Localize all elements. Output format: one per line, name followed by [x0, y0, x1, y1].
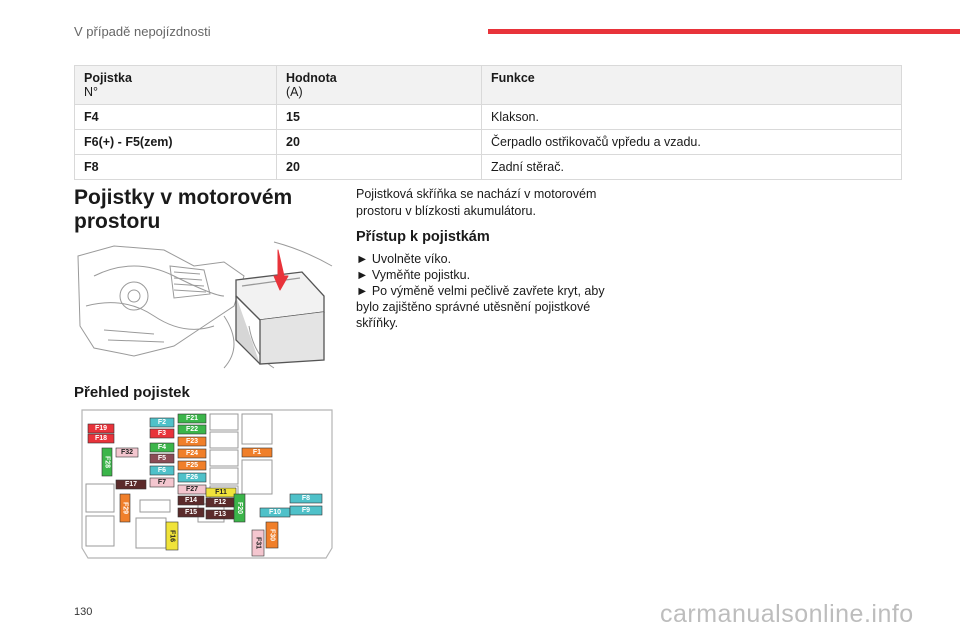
- fuse-f5: [150, 454, 174, 463]
- fuse-f18: [88, 434, 114, 443]
- access-steps: [356, 251, 616, 331]
- step-item: ► Uvolněte víko.: [356, 252, 452, 266]
- fuse-f24: [178, 449, 206, 458]
- fuse-table: [74, 65, 902, 180]
- svg-text:F31: F31: [254, 536, 262, 550]
- svg-text:F6: F6: [157, 467, 167, 474]
- location-text: Pojistková skříňka se nachází v motorovém prostoru v blízkosti akumulátoru.: [356, 187, 597, 218]
- fuse-f2: [150, 418, 174, 427]
- svg-text:F22: F22: [185, 426, 199, 433]
- fuse-number-cell: F6(+) - F5(zem): [75, 130, 277, 155]
- fuse-f9: [290, 506, 322, 515]
- fuse-f12: [206, 498, 234, 507]
- fuse-f13: [206, 510, 234, 519]
- section-title: Pojistky v motorovém prostoru: [74, 186, 293, 233]
- svg-text:F25: F25: [185, 462, 199, 469]
- fuse-f20: [234, 494, 245, 522]
- fuse-number-cell: F4: [75, 105, 277, 130]
- fuse-f32: [116, 448, 138, 457]
- svg-text:F15: F15: [184, 509, 198, 516]
- fuse-f30: [266, 522, 278, 548]
- fuse-f1: [242, 448, 272, 457]
- fuse-table-header-row: [75, 66, 902, 105]
- column-header-value: Hodnota (A): [277, 66, 482, 105]
- fuse-value-cell: 15: [277, 105, 482, 130]
- fuse-f14: [178, 496, 204, 505]
- svg-text:F2: F2: [157, 419, 167, 426]
- svg-text:F16: F16: [168, 529, 176, 543]
- fuse-f15: [178, 508, 204, 517]
- fuse-f11: [206, 488, 236, 497]
- svg-text:F1: F1: [252, 449, 262, 456]
- svg-text:F23: F23: [185, 438, 199, 445]
- svg-text:F4: F4: [157, 444, 167, 451]
- fuse-f29: [120, 494, 130, 522]
- fuse-value-cell: 20: [277, 130, 482, 155]
- step-item: ► Vyměňte pojistku.: [356, 268, 471, 282]
- svg-text:F10: F10: [268, 509, 282, 516]
- step-item: ► Po výměně velmi pečlivě zavřete kryt, aby bylo zajištěno správné utěsnění pojistkové skříňky.: [356, 284, 605, 330]
- svg-text:F30: F30: [268, 528, 276, 542]
- fuse-f6: [150, 466, 174, 475]
- svg-text:F26: F26: [185, 474, 199, 481]
- svg-text:F29: F29: [121, 501, 129, 515]
- svg-text:F17: F17: [124, 481, 138, 488]
- svg-text:F9: F9: [301, 507, 311, 514]
- column-header-fuse: Pojistka N°: [75, 66, 277, 105]
- svg-text:F19: F19: [94, 425, 108, 432]
- fuse-f23: [178, 437, 206, 446]
- page-number: 130: [74, 606, 93, 618]
- svg-text:F14: F14: [184, 497, 198, 504]
- fuse-f4: [150, 443, 174, 452]
- svg-text:F11: F11: [215, 489, 227, 496]
- fuse-f25: [178, 461, 206, 470]
- fuse-f17: [116, 480, 146, 489]
- fuse-f19: [88, 424, 114, 433]
- watermark: carmanualsonline.info: [660, 600, 914, 628]
- fuse-f10: [260, 508, 290, 517]
- fuse-f26: [178, 473, 206, 482]
- fuse-box-diagram: [80, 408, 334, 560]
- svg-text:F21: F21: [185, 415, 199, 422]
- access-heading: Přístup k pojistkám: [356, 229, 490, 245]
- table-row: [75, 130, 902, 155]
- svg-text:F5: F5: [157, 455, 167, 462]
- fuse-f31: [252, 530, 264, 556]
- table-row: [75, 155, 902, 180]
- svg-text:F20: F20: [236, 501, 243, 515]
- fuse-overview-heading: Přehled pojistek: [74, 384, 190, 401]
- fuse-f16: [166, 522, 178, 550]
- fuse-function-cell: Zadní stěrač.: [482, 155, 902, 180]
- fuse-f22: [178, 425, 206, 434]
- svg-text:F18: F18: [94, 435, 108, 442]
- svg-text:F12: F12: [213, 499, 227, 506]
- chapter-title: V případě nepojízdnosti: [74, 24, 211, 39]
- svg-text:F28: F28: [103, 455, 111, 469]
- fuse-function-cell: Čerpadlo ostřikovačů vpředu a vzadu.: [482, 130, 902, 155]
- column-header-function: Funkce: [482, 66, 902, 105]
- svg-text:F3: F3: [157, 430, 167, 437]
- svg-text:F32: F32: [120, 449, 134, 456]
- svg-text:F7: F7: [157, 479, 167, 486]
- svg-text:F27: F27: [185, 486, 199, 493]
- fuse-f3: [150, 429, 174, 438]
- fuse-f28: [102, 448, 112, 476]
- fuse-f7: [150, 478, 174, 487]
- fuse-f27: [178, 485, 206, 494]
- svg-text:F24: F24: [185, 450, 199, 457]
- fuse-value-cell: 20: [277, 155, 482, 180]
- fuse-f21: [178, 414, 206, 423]
- svg-text:F8: F8: [301, 495, 311, 502]
- chapter-accent-bar: [488, 29, 960, 34]
- fuse-f8: [290, 494, 322, 503]
- fuse-function-cell: Klakson.: [482, 105, 902, 130]
- svg-text:F13: F13: [213, 511, 227, 518]
- table-row: [75, 105, 902, 130]
- fuse-number-cell: F8: [75, 155, 277, 180]
- engine-compartment-illustration: [74, 236, 336, 370]
